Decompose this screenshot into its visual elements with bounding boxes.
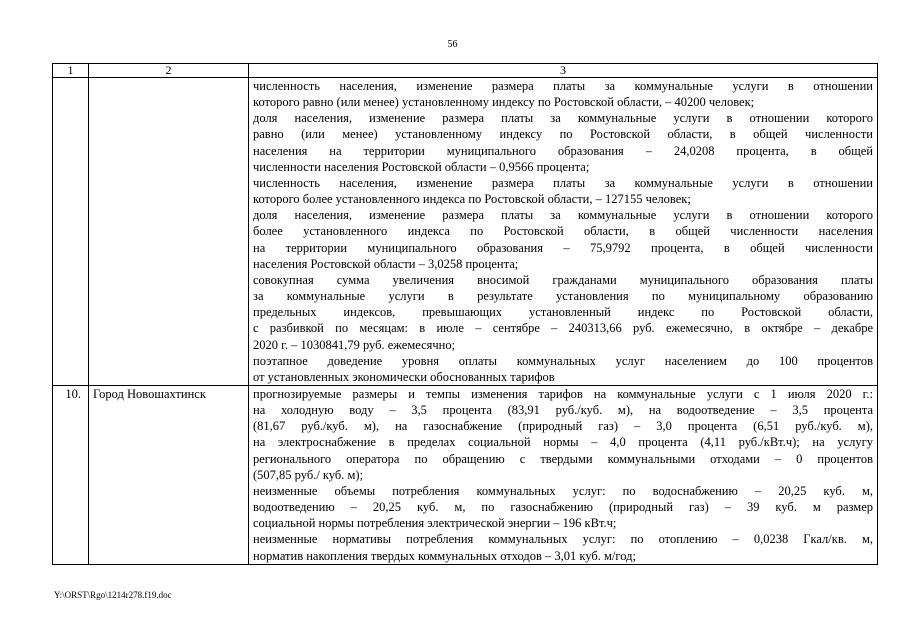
text-line: совокупная сумма увеличения вносимой гражданами муниципального образования платы: [253, 272, 873, 287]
text-line: численность населения, изменение размера платы за коммунальные услуги в отношении: [253, 175, 873, 190]
text-line: (81,67 руб./куб. м), на газоснабжение (природный газ) – 3,0 процента (6,51 руб./куб. м),: [253, 419, 873, 434]
text-line: норматив накопления твердых коммунальных отходов – 3,01 куб. м/год;: [253, 548, 636, 563]
text-line: численность населения, изменение размера платы за коммунальные услуги в отношении: [253, 79, 873, 93]
text-line: неизменные объемы потребления коммунальных услуг: по водоснабжению – 20,25 куб. м,: [253, 483, 873, 498]
text-line: за коммунальные услуги в результате установления по муниципальному образованию: [253, 289, 873, 304]
header-col-3: 3: [249, 64, 878, 78]
header-col-2: 2: [89, 64, 249, 78]
row-number: 10.: [53, 385, 89, 564]
text-line: прогнозируемые размеры и темпы изменения тарифов на коммунальные услуги с 1 июля 2020 г.:: [253, 386, 873, 401]
row-content: [249, 78, 878, 386]
text-line: доля населения, изменение размера платы за коммунальные услуги в отношении которого: [253, 111, 873, 126]
text-line: равно (или менее) установленному индексу по Ростовской области, в общей численности: [253, 127, 873, 142]
footer-file-path: Y:\ORST\Rgo\1214r278.f19.doc: [54, 590, 172, 600]
region-name: [89, 78, 249, 386]
text-line: которого более установленного индекса по Ростовской области, – 127155 человек;: [253, 192, 691, 207]
text-line: на территории муниципального образования – 75,9792 процента, в общей численности: [253, 240, 873, 255]
text-line: поэтапное доведение уровня оплаты коммунальных услуг населением до 100 процентов: [253, 353, 873, 368]
text-line: водоотведению – 20,25 куб. м, по газоснабжению (природный газ) – 39 куб. м размер: [253, 500, 873, 515]
text-line: 2020 г. – 1030841,79 руб. ежемесячно;: [253, 337, 456, 352]
row-number: [53, 78, 89, 386]
row-content: [249, 385, 878, 564]
text-line: населения Ростовской области – 3,0258 процента;: [253, 256, 519, 271]
table-header-row: [53, 64, 878, 78]
text-line: населения на территории муниципального образования – 24,0208 процента, в общей: [253, 143, 873, 158]
text-line: от установленных экономически обоснованных тарифов: [253, 369, 555, 384]
text-line: на холодную воду – 3,5 процента (83,91 руб./куб. м), на водоотведение – 3,5 процента: [253, 403, 873, 418]
table-row: [53, 385, 878, 564]
text-line: неизменные нормативы потребления коммунальных услуг: по отоплению – 0,0238 Гкал/кв. м,: [253, 532, 873, 547]
text-line: регионального оператора по обращению с твердыми коммунальными отходами – 0 процентов: [253, 451, 873, 466]
region-name: Город Новошахтинск: [89, 385, 249, 564]
text-line: на электроснабжение в пределах социальной нормы – 4,0 процента (4,11 руб./кВт.ч); на услугу: [253, 435, 873, 450]
text-line: с разбивкой по месяцам: в июле – сентябре – 240313,66 руб. ежемесячно, в октябре – декабре: [253, 321, 873, 336]
text-line: численности населения Ростовской области – 0,9566 процента;: [253, 159, 590, 174]
text-line: которого равно (или менее) установленному индексу по Ростовской области, – 40200 человек;: [253, 95, 755, 110]
text-line: более установленного индекса по Ростовской области, в общей численности населения: [253, 224, 873, 239]
document-table: [52, 63, 878, 565]
text-line: предельных индексов, превышающих установленный индекс по Ростовской области,: [253, 305, 873, 320]
page-number: 56: [447, 39, 458, 50]
table-row: [53, 78, 878, 386]
text-line: (507,85 руб./ куб. м);: [253, 467, 364, 482]
text-line: доля населения, изменение размера платы за коммунальные услуги в отношении которого: [253, 208, 873, 223]
text-line: социальной нормы потребления электрической энергии – 196 кВт.ч;: [253, 516, 617, 531]
header-col-1: 1: [53, 64, 89, 78]
